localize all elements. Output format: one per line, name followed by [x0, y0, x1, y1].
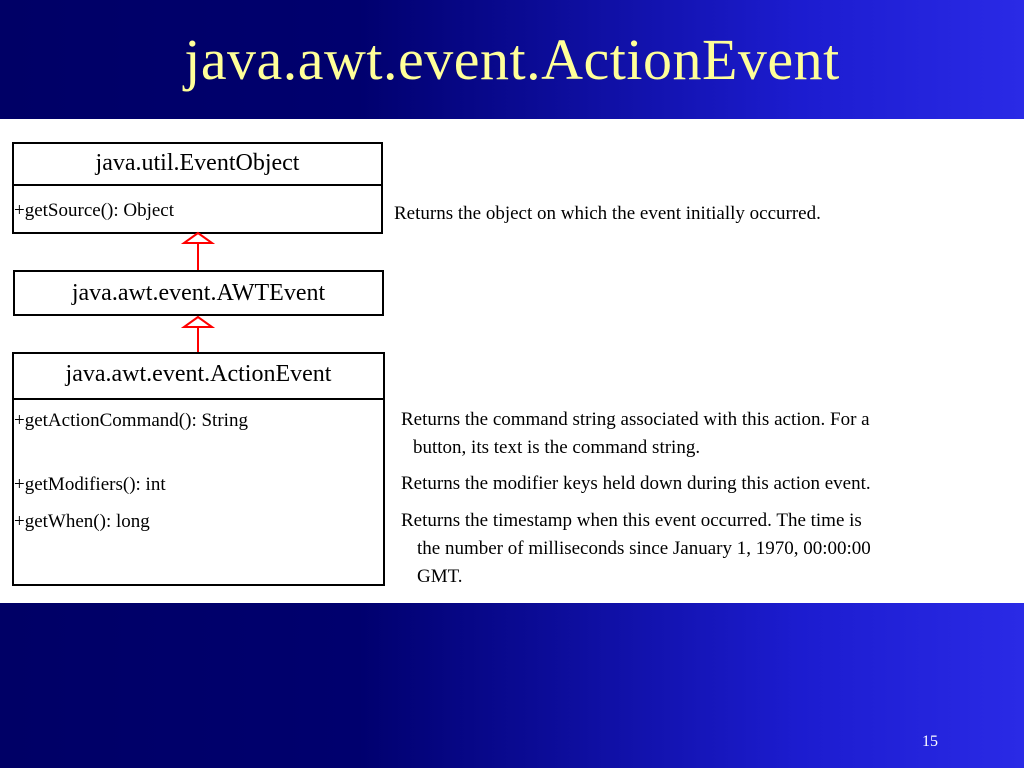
footer-bar — [0, 603, 1024, 768]
slide-title: java.awt.event.ActionEvent — [184, 27, 840, 92]
description-getsource — [394, 200, 821, 228]
description-line: GMT. — [417, 566, 463, 587]
method-getmodifiers: +getModifiers(): int — [14, 474, 166, 495]
title-bar — [0, 0, 1024, 119]
description-line: Returns the object on which the event initially occurred. — [394, 203, 821, 224]
method-getactioncommand: +getActionCommand(): String — [14, 410, 248, 431]
method-getsource: +getSource(): Object — [14, 200, 175, 221]
class-name-awtevent: java.awt.event.AWTEvent — [71, 280, 326, 306]
class-box-eventobject — [12, 142, 383, 234]
description-line: Returns the modifier keys held down during this action event. — [401, 473, 871, 494]
class-box-awtevent — [13, 270, 384, 316]
method-getwhen: +getWhen(): long — [14, 511, 150, 532]
description-getmodifiers — [401, 470, 871, 498]
description-line: Returns the command string associated with this action. For a — [401, 409, 870, 430]
description-line: the number of milliseconds since January 1, 1970, 00:00:00 — [417, 538, 871, 559]
description-line: button, its text is the command string. — [413, 437, 701, 458]
class-name-actionevent: java.awt.event.ActionEvent — [65, 361, 332, 387]
class-name-eventobject: java.util.EventObject — [95, 150, 300, 176]
description-getwhen — [401, 507, 871, 591]
class-separator — [14, 184, 381, 186]
page-number: 15 — [922, 733, 938, 750]
description-getactioncommand — [401, 406, 870, 462]
description-line: Returns the timestamp when this event occurred. The time is — [401, 510, 862, 531]
class-separator — [14, 398, 383, 400]
class-box-actionevent — [12, 352, 385, 586]
